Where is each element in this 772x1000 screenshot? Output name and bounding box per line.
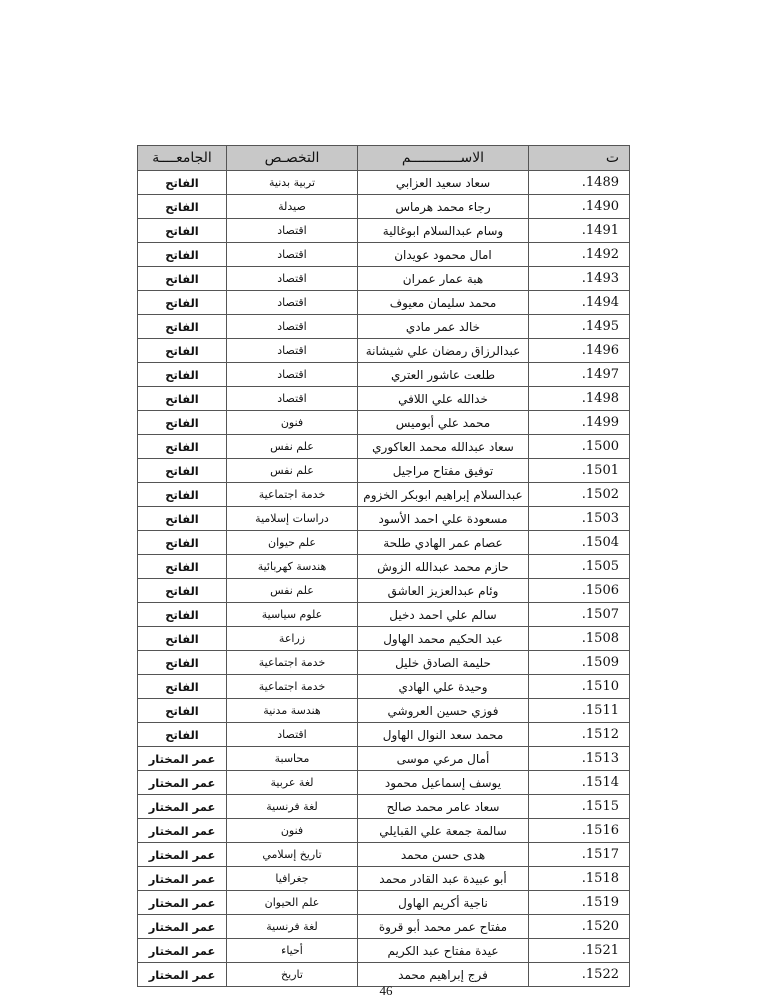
row-number: 1499.	[529, 411, 630, 435]
row-name: سالمة جمعة علي القبايلي	[358, 819, 529, 843]
row-number: 1498.	[529, 387, 630, 411]
row-university: الفاتح	[138, 339, 227, 363]
row-university: الفاتح	[138, 171, 227, 195]
table-row	[138, 483, 630, 507]
row-number: 1504.	[529, 531, 630, 555]
row-university: عمر المختار	[138, 867, 227, 891]
row-university: الفاتح	[138, 195, 227, 219]
row-name: توفيق مفتاح مراجيل	[358, 459, 529, 483]
table-row	[138, 867, 630, 891]
row-university: الفاتح	[138, 435, 227, 459]
row-name: هبة عمار عمران	[358, 267, 529, 291]
row-name: أمال مرعي موسى	[358, 747, 529, 771]
row-university: الفاتح	[138, 387, 227, 411]
row-specialization: اقتصاد	[227, 315, 358, 339]
row-university: الفاتح	[138, 579, 227, 603]
row-specialization: اقتصاد	[227, 387, 358, 411]
table-row	[138, 915, 630, 939]
row-university: الفاتح	[138, 603, 227, 627]
row-university: عمر المختار	[138, 963, 227, 987]
row-name: عصام عمر الهادي طلحة	[358, 531, 529, 555]
table-row	[138, 795, 630, 819]
row-specialization: خدمة اجتماعية	[227, 651, 358, 675]
table-row	[138, 939, 630, 963]
row-name: حليمة الصادق خليل	[358, 651, 529, 675]
row-name: عبدالسلام إبراهيم ابوبكر الخزوم	[358, 483, 529, 507]
row-name: وسام عبدالسلام ابوغالية	[358, 219, 529, 243]
table-row	[138, 459, 630, 483]
row-name: محمد سعد النوال الهاول	[358, 723, 529, 747]
row-specialization: علوم سياسية	[227, 603, 358, 627]
row-name: مسعودة علي احمد الأسود	[358, 507, 529, 531]
row-specialization: هندسة مدنية	[227, 699, 358, 723]
row-number: 1517.	[529, 843, 630, 867]
row-university: الفاتح	[138, 219, 227, 243]
page-number: 46	[379, 983, 393, 998]
row-name: وئام عبدالعزيز العاشق	[358, 579, 529, 603]
row-specialization: اقتصاد	[227, 723, 358, 747]
row-name: عبد الحكيم محمد الهاول	[358, 627, 529, 651]
row-number: 1505.	[529, 555, 630, 579]
table-row	[138, 771, 630, 795]
row-university: عمر المختار	[138, 939, 227, 963]
row-number: 1502.	[529, 483, 630, 507]
table-row	[138, 627, 630, 651]
row-university: الفاتح	[138, 627, 227, 651]
row-university: الفاتح	[138, 459, 227, 483]
row-university: الفاتح	[138, 507, 227, 531]
row-number: 1490.	[529, 195, 630, 219]
row-number: 1489.	[529, 171, 630, 195]
row-specialization: علم نفس	[227, 435, 358, 459]
table-row	[138, 723, 630, 747]
row-number: 1512.	[529, 723, 630, 747]
row-university: الفاتح	[138, 267, 227, 291]
row-number: 1497.	[529, 363, 630, 387]
table-row	[138, 603, 630, 627]
row-specialization: صيدلة	[227, 195, 358, 219]
table-header-row	[138, 146, 630, 171]
table-row	[138, 555, 630, 579]
row-name: أبو عبيدة عبد القادر محمد	[358, 867, 529, 891]
table-row	[138, 507, 630, 531]
row-specialization: تاريخ إسلامي	[227, 843, 358, 867]
row-number: 1515.	[529, 795, 630, 819]
table-row	[138, 291, 630, 315]
row-name: حازم محمد عبدالله الزوش	[358, 555, 529, 579]
row-university: عمر المختار	[138, 747, 227, 771]
row-name: سعاد عبدالله محمد العاكوري	[358, 435, 529, 459]
row-university: عمر المختار	[138, 915, 227, 939]
row-specialization: زراعة	[227, 627, 358, 651]
row-university: عمر المختار	[138, 891, 227, 915]
row-name: امال محمود عويدان	[358, 243, 529, 267]
table-row	[138, 579, 630, 603]
table-row	[138, 243, 630, 267]
row-specialization: أحياء	[227, 939, 358, 963]
header-name: الاســــــــــــم	[358, 146, 529, 171]
row-name: خدالله علي اللافي	[358, 387, 529, 411]
row-specialization: اقتصاد	[227, 219, 358, 243]
header-university: الجامعــــة	[138, 146, 227, 171]
row-number: 1506.	[529, 579, 630, 603]
table-row	[138, 675, 630, 699]
table-row	[138, 339, 630, 363]
row-specialization: لغة فرنسية	[227, 795, 358, 819]
table-row	[138, 195, 630, 219]
row-name: رجاء محمد هرماس	[358, 195, 529, 219]
row-specialization: علم الحيوان	[227, 891, 358, 915]
row-university: عمر المختار	[138, 771, 227, 795]
row-number: 1513.	[529, 747, 630, 771]
row-specialization: جغرافيا	[227, 867, 358, 891]
row-university: الفاتح	[138, 555, 227, 579]
row-university: الفاتح	[138, 531, 227, 555]
table-row	[138, 171, 630, 195]
row-name: فرج إبراهيم محمد	[358, 963, 529, 987]
row-specialization: علم حيوان	[227, 531, 358, 555]
row-number: 1501.	[529, 459, 630, 483]
row-name: سعاد عامر محمد صالح	[358, 795, 529, 819]
row-number: 1492.	[529, 243, 630, 267]
row-number: 1519.	[529, 891, 630, 915]
row-specialization: علم نفس	[227, 579, 358, 603]
row-number: 1507.	[529, 603, 630, 627]
row-number: 1508.	[529, 627, 630, 651]
row-university: عمر المختار	[138, 795, 227, 819]
row-specialization: لغة فرنسية	[227, 915, 358, 939]
row-number: 1493.	[529, 267, 630, 291]
row-number: 1509.	[529, 651, 630, 675]
row-university: عمر المختار	[138, 843, 227, 867]
row-specialization: هندسة كهربائية	[227, 555, 358, 579]
table-row	[138, 411, 630, 435]
table-body	[138, 171, 630, 987]
row-name: وحيدة علي الهادي	[358, 675, 529, 699]
table-row	[138, 891, 630, 915]
table-row	[138, 267, 630, 291]
row-number: 1500.	[529, 435, 630, 459]
row-number: 1520.	[529, 915, 630, 939]
row-specialization: اقتصاد	[227, 243, 358, 267]
row-specialization: تربية بدنية	[227, 171, 358, 195]
graduates-table	[137, 145, 630, 987]
row-university: الفاتح	[138, 723, 227, 747]
table-row	[138, 699, 630, 723]
row-specialization: فنون	[227, 411, 358, 435]
row-university: الفاتح	[138, 699, 227, 723]
row-number: 1516.	[529, 819, 630, 843]
row-specialization: اقتصاد	[227, 363, 358, 387]
table-row	[138, 819, 630, 843]
row-name: سعاد سعيد العزابي	[358, 171, 529, 195]
row-specialization: محاسبة	[227, 747, 358, 771]
row-university: الفاتح	[138, 651, 227, 675]
row-university: عمر المختار	[138, 819, 227, 843]
row-number: 1510.	[529, 675, 630, 699]
row-university: الفاتح	[138, 411, 227, 435]
header-specialization: التخصـص	[227, 146, 358, 171]
row-specialization: خدمة اجتماعية	[227, 675, 358, 699]
row-number: 1496.	[529, 339, 630, 363]
row-university: الفاتح	[138, 315, 227, 339]
row-university: الفاتح	[138, 363, 227, 387]
row-name: يوسف إسماعيل محمود	[358, 771, 529, 795]
row-name: عيدة مفتاح عبد الكريم	[358, 939, 529, 963]
table-row	[138, 435, 630, 459]
row-specialization: خدمة اجتماعية	[227, 483, 358, 507]
row-university: الفاتح	[138, 291, 227, 315]
row-name: طلعت عاشور العتري	[358, 363, 529, 387]
row-number: 1503.	[529, 507, 630, 531]
row-specialization: لغة عربية	[227, 771, 358, 795]
row-name: ناجية أكريم الهاول	[358, 891, 529, 915]
row-name: محمد علي أبوميس	[358, 411, 529, 435]
table-row	[138, 387, 630, 411]
header-number: ت	[529, 146, 630, 171]
table-row	[138, 363, 630, 387]
row-number: 1495.	[529, 315, 630, 339]
row-name: هدى حسن محمد	[358, 843, 529, 867]
row-specialization: فنون	[227, 819, 358, 843]
table-row	[138, 315, 630, 339]
row-number: 1494.	[529, 291, 630, 315]
row-university: الفاتح	[138, 675, 227, 699]
row-number: 1511.	[529, 699, 630, 723]
row-name: محمد سليمان معيوف	[358, 291, 529, 315]
row-number: 1522.	[529, 963, 630, 987]
row-university: الفاتح	[138, 243, 227, 267]
row-number: 1514.	[529, 771, 630, 795]
table-row	[138, 843, 630, 867]
row-specialization: اقتصاد	[227, 339, 358, 363]
row-specialization: دراسات إسلامية	[227, 507, 358, 531]
row-number: 1521.	[529, 939, 630, 963]
row-name: خالد عمر مادي	[358, 315, 529, 339]
row-name: عبدالرزاق رمضان علي شيشانة	[358, 339, 529, 363]
row-specialization: علم نفس	[227, 459, 358, 483]
row-specialization: تاريخ	[227, 963, 358, 987]
row-specialization: اقتصاد	[227, 291, 358, 315]
row-specialization: اقتصاد	[227, 267, 358, 291]
row-university: الفاتح	[138, 483, 227, 507]
row-name: سالم علي احمد دخيل	[358, 603, 529, 627]
table-row	[138, 531, 630, 555]
table-row	[138, 651, 630, 675]
row-name: فوزي حسين العروشي	[358, 699, 529, 723]
table-row	[138, 747, 630, 771]
row-number: 1518.	[529, 867, 630, 891]
row-number: 1491.	[529, 219, 630, 243]
row-name: مفتاح عمر محمد أبو قروة	[358, 915, 529, 939]
table-row	[138, 219, 630, 243]
